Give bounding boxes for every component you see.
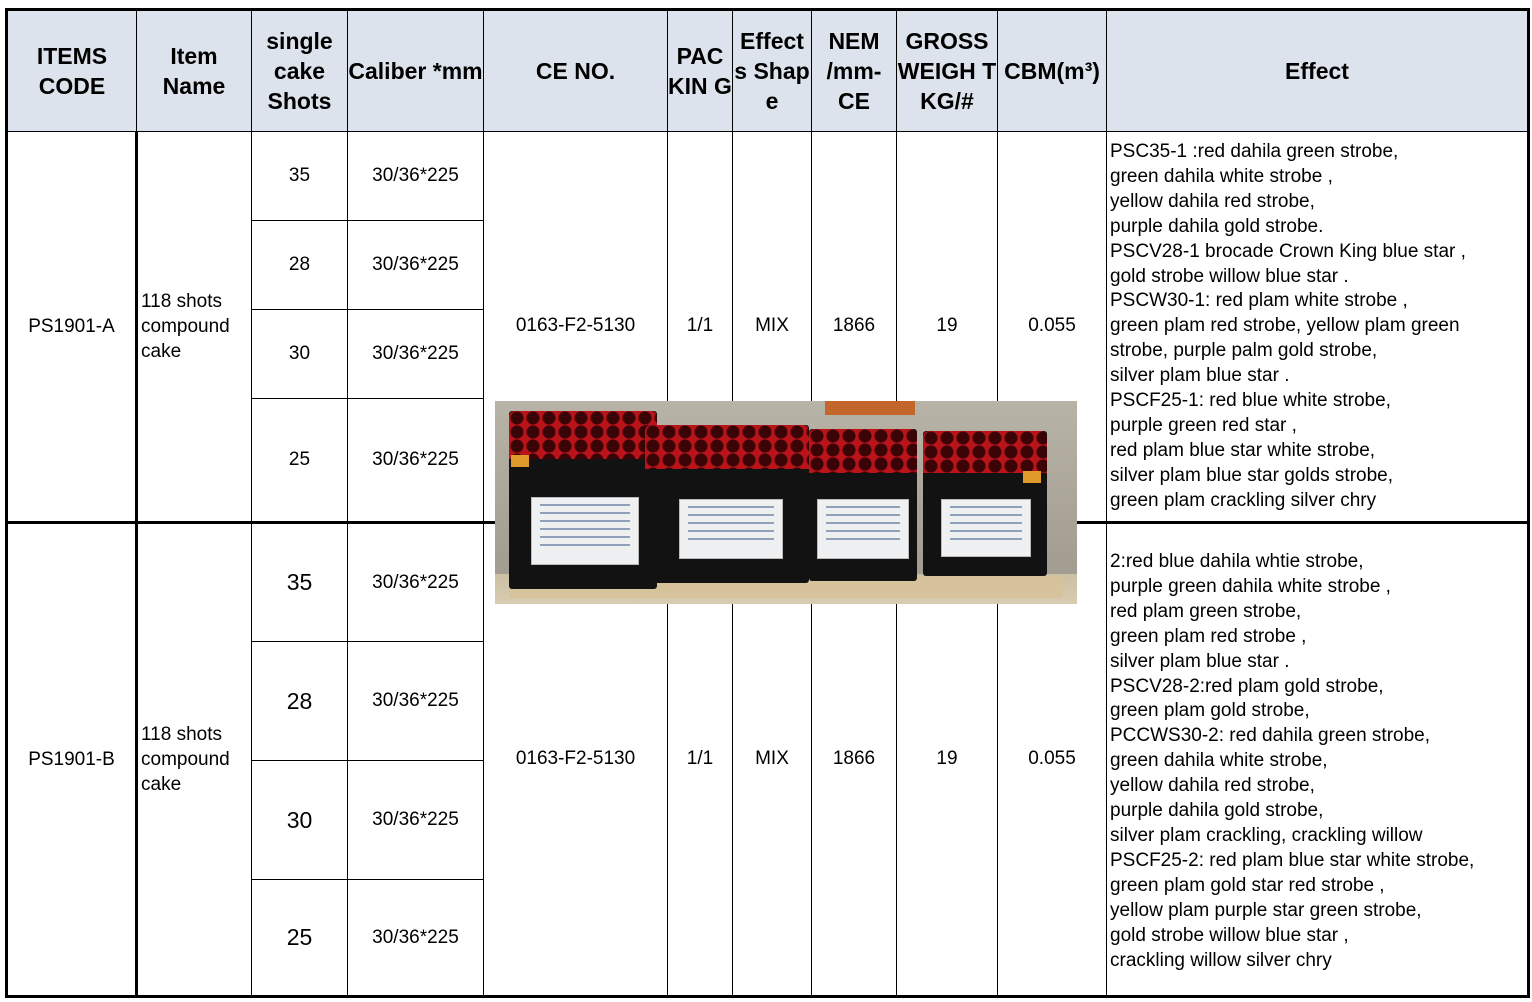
effect-line: 2:red blue dahila whtie strobe, (1110, 551, 1364, 572)
header-nem: NEM /mm- CE (812, 10, 897, 132)
cake-label (941, 499, 1031, 557)
cake-label (679, 499, 783, 559)
effect-line: red plam blue star white strobe, (1110, 439, 1376, 461)
cake-label (531, 497, 639, 565)
effect-line: PSC35-1 :red dahila green strobe, (1110, 141, 1399, 162)
effect-line: purple dahila gold strobe, (1110, 800, 1324, 822)
effect-line: purple dahila gold strobe. (1110, 215, 1324, 237)
ce-number: 0163-F2-5130 (484, 132, 668, 523)
item-name: 118 shots compound cake (137, 523, 252, 997)
effect-line: silver plam crackling, crackling willow (1110, 824, 1423, 846)
effect-line: PCCWS30-2: red dahila green strobe, (1110, 725, 1430, 747)
gross-weight: 19 (897, 523, 998, 997)
header-items-code: ITEMS CODE (7, 10, 137, 132)
effect-line: green dahila white strobe , (1110, 165, 1333, 187)
header-item-name: Item Name (137, 10, 252, 132)
header-single-cake-shots: single cake Shots (252, 10, 348, 132)
effect-line: yellow plam purple star green strobe, (1110, 899, 1422, 921)
cake-tubes (809, 429, 917, 473)
cbm-value: 0.055 (998, 132, 1107, 523)
effect-line: purple green red star , (1110, 414, 1297, 436)
nem-value: 1866 (812, 523, 897, 997)
cake-shots: 28 (252, 642, 348, 761)
effect-line: green plam gold star red strobe , (1110, 874, 1385, 896)
effect-line: green plam red strobe , (1110, 625, 1307, 647)
item-name: 118 shots compound cake (137, 132, 252, 523)
effect-line: green dahila white strobe, (1110, 750, 1328, 772)
effect-shape: MIX (733, 132, 812, 523)
cake-tubes (509, 411, 657, 459)
gross-weight: 19 (897, 132, 998, 523)
effect-description (1107, 523, 1529, 997)
effect-line: gold strobe willow blue star , (1110, 924, 1349, 946)
effect-line: yellow dahila red strobe, (1110, 190, 1315, 212)
header-caliber: Caliber *mm (348, 10, 484, 132)
effect-description (1107, 132, 1529, 523)
cake-caliber: 30/36*225 (348, 221, 484, 310)
effect-line: PSCV28-1 brocade Crown King blue star , (1110, 240, 1466, 262)
cake-caliber: 30/36*225 (348, 523, 484, 642)
cake-fuse-tape (1023, 471, 1041, 483)
cake-tubes (645, 425, 809, 469)
header-gross-weight: GROSS WEIGH T KG/# (897, 10, 998, 132)
effect-line: green plam crackling silver chry (1110, 489, 1377, 511)
effect-lines (1110, 140, 1525, 514)
cake-label (817, 499, 909, 559)
cake-caliber: 30/36*225 (348, 880, 484, 997)
cake-shots: 35 (252, 132, 348, 221)
effect-lines (1110, 550, 1525, 973)
packing: 1/1 (668, 523, 733, 997)
cake-caliber: 30/36*225 (348, 642, 484, 761)
header-row (7, 10, 1529, 132)
cake-box-30 (809, 429, 917, 581)
cake-caliber: 30/36*225 (348, 761, 484, 880)
effect-line: PSCV28-2:red plam gold strobe, (1110, 675, 1384, 697)
effect-line: green plam red strobe, yellow plam green (1110, 315, 1460, 337)
cake-box-35 (509, 411, 657, 589)
header-packing: PAC KIN G (668, 10, 733, 132)
effect-line: yellow dahila red strobe, (1110, 775, 1315, 797)
header-cbm: CBM(m³) (998, 10, 1107, 132)
effect-line: strobe, purple palm gold strobe, (1110, 340, 1378, 362)
cake-box-25 (923, 431, 1047, 576)
cake-caliber: 30/36*225 (348, 310, 484, 399)
item-code: PS1901-B (7, 523, 137, 997)
packing: 1/1 (668, 132, 733, 523)
effect-line: gold strobe willow blue star . (1110, 265, 1349, 287)
header-effects-shape: Effect s Shap e (733, 10, 812, 132)
cbm-value: 0.055 (998, 523, 1107, 997)
header-effect: Effect (1107, 10, 1529, 132)
cake-shots: 35 (252, 523, 348, 642)
cake-shots: 28 (252, 221, 348, 310)
effect-line: purple green dahila white strobe , (1110, 575, 1391, 597)
table-row (7, 132, 1529, 221)
cake-shots: 30 (252, 761, 348, 880)
effect-line: PSCW30-1: red plam white strobe , (1110, 290, 1408, 312)
effect-line: silver plam blue star . (1110, 365, 1290, 387)
background-box (825, 401, 915, 415)
effect-line: silver plam blue star golds strobe, (1110, 464, 1394, 486)
effect-line: silver plam blue star . (1110, 650, 1290, 672)
cake-shots: 25 (252, 880, 348, 997)
cake-shots: 25 (252, 399, 348, 523)
nem-value: 1866 (812, 132, 897, 523)
cake-fuse-tape (511, 455, 529, 467)
item-code: PS1901-A (7, 132, 137, 523)
effect-line: PSCF25-1: red blue white strobe, (1110, 390, 1391, 412)
effect-line: PSCF25-2: red plam blue star white strobe, (1110, 849, 1475, 871)
cake-caliber: 30/36*225 (348, 399, 484, 523)
effect-shape: MIX (733, 523, 812, 997)
cake-tubes (923, 431, 1047, 473)
effect-line: crackling willow silver chry (1110, 949, 1332, 971)
ce-number: 0163-F2-5130 (484, 523, 668, 997)
cake-shots: 30 (252, 310, 348, 399)
effect-line: red plam green strobe, (1110, 600, 1302, 622)
cake-box-28 (645, 425, 809, 583)
header-ce-no: CE NO. (484, 10, 668, 132)
product-photo (495, 401, 1077, 604)
effect-line: green plam gold strobe, (1110, 700, 1310, 722)
cake-caliber: 30/36*225 (348, 132, 484, 221)
